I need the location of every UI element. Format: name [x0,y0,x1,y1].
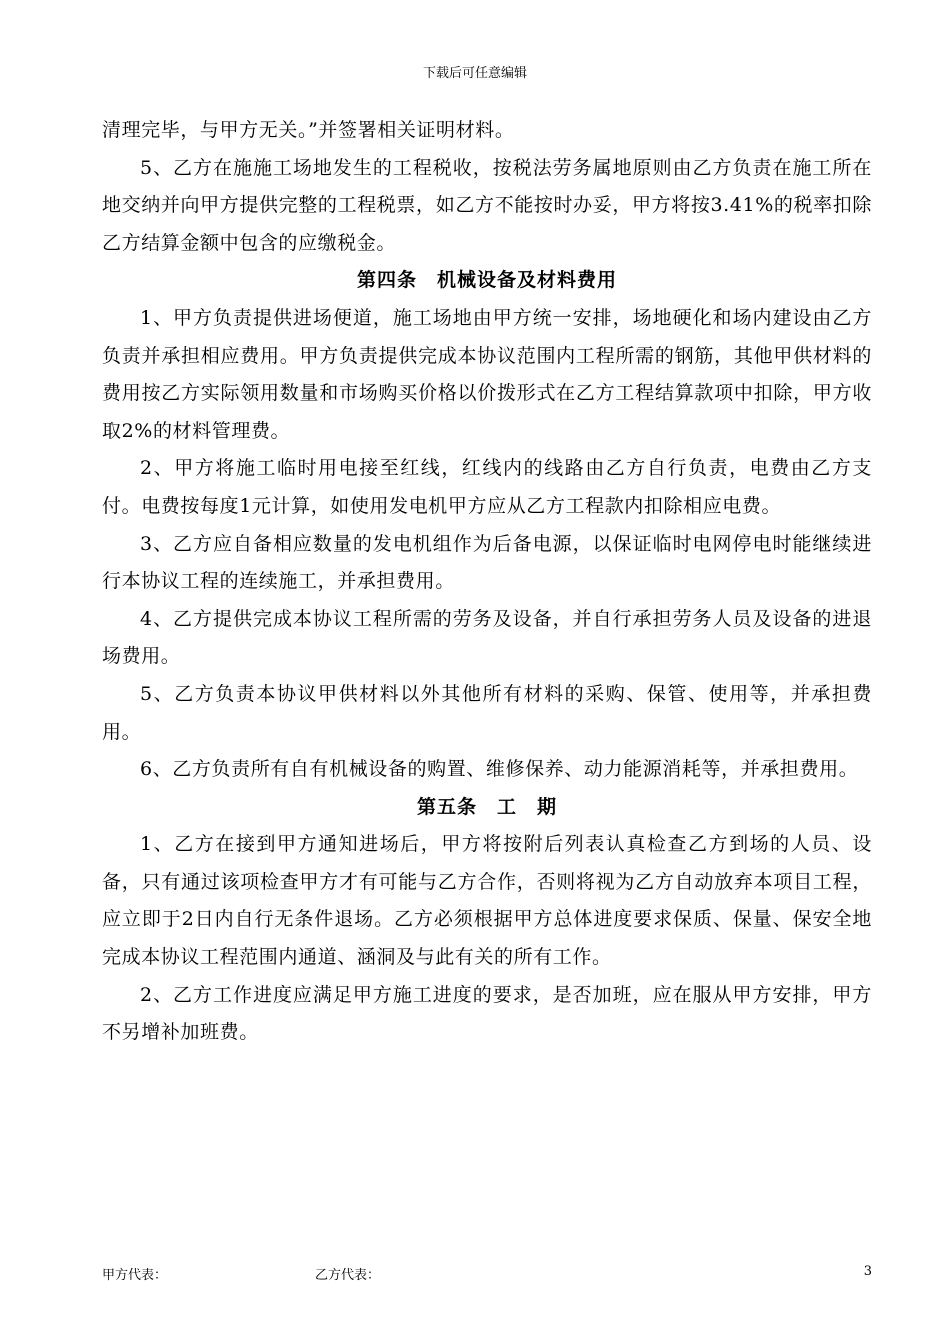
paragraph: 2、甲方将施工临时用电接至红线，红线内的线路由乙方自行负责，电费由乙方支付。电费按每度1元计算，如使用发电机甲方应从乙方工程款内扣除相应电费。 [102,457,872,517]
paragraph: 5、乙方在施施工场地发生的工程税收，按税法劳务属地原则由乙方负责在施工所在地交纳并向甲方提供完整的工程税票，如乙方不能按时办妥，甲方将按3.41%的税率扣除乙方结算金额中包含的应缴税金。 [102,156,872,254]
paragraph: 1、乙方在接到甲方通知进场后，甲方将按附后列表认真检查乙方到场的人员、设备，只有通过该项检查甲方才有可能与乙方合作，否则将视为乙方自动放弃本项目工程，应立即于2日内自行无条件退场。乙方必须根据甲方总体进度要求保质、保量、保安全地完成本协议工程范围内通道、涵洞及与此有关的所有工作。 [102,833,872,969]
paragraph: 4、乙方提供完成本协议工程所需的劳务及设备，并自行承担劳务人员及设备的进退场费用。 [102,607,872,668]
party-b-representative-label: 乙方代表： [315,1268,381,1283]
paragraph: 3、乙方应自备相应数量的发电机组作为后备电源，以保证临时电网停电时能继续进行本协议工程的连续施工，并承担费用。 [102,532,872,593]
page-header: 下载后可任意编辑 [422,66,527,81]
page-number: 3 [863,1264,872,1279]
paragraph: 2、乙方工作进度应满足甲方施工进度的要求，是否加班，应在服从甲方安排，甲方不另增补加班费。 [102,983,872,1044]
party-a-representative-label: 甲方代表： [102,1268,168,1283]
section-heading: 第四条 机械设备及材料费用 [356,269,617,292]
paragraph: 1、甲方负责提供进场便道，施工场地由甲方统一安排，场地硬化和场内建设由乙方负责并承担相应费用。甲方负责提供完成本协议范围内工程所需的钢筋，其他甲供材料的费用按乙方实际领用数量和市场购买价格以价拨形式在乙方工程结算款项中扣除，甲方收取2%的材料管理费。 [102,306,872,442]
paragraph: 5、乙方负责本协议甲供材料以外其他所有材料的采购、保管、使用等，并承担费用。 [102,682,872,743]
document-body [102,112,872,1052]
paragraph-continuation: 清理完毕，与甲方无关。”并签署相关证明材料。 [102,119,515,141]
section-heading: 第五条 工 期 [416,795,557,818]
page-footer [102,1264,872,1284]
paragraph: 6、乙方负责所有自有机械设备的购置、维修保养、动力能源消耗等，并承担费用。 [140,758,859,781]
